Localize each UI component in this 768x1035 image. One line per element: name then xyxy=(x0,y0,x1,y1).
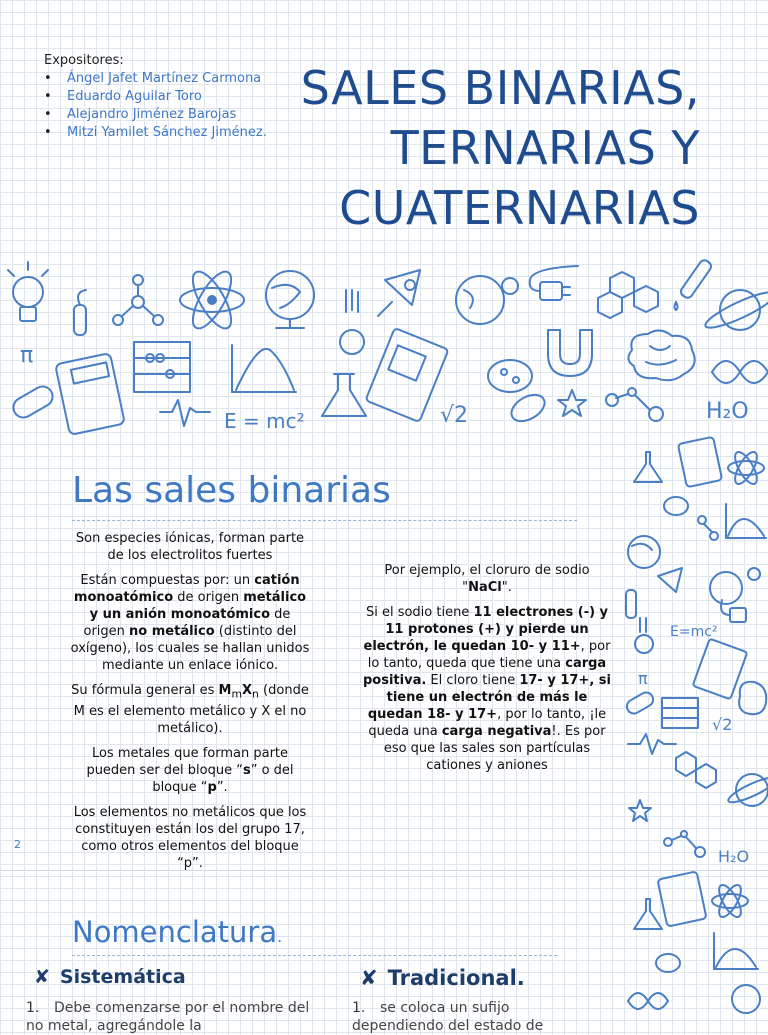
author-item: • Eduardo Aguilar Toro xyxy=(44,88,274,106)
globe-icon xyxy=(266,271,314,328)
science-doodle-sidebar xyxy=(618,440,768,870)
slide-heading xyxy=(72,915,282,949)
page-number: 2 xyxy=(14,838,21,851)
title-slide xyxy=(0,0,768,440)
author-item: • Mitzi Yamilet Sánchez Jiménez. xyxy=(44,124,274,142)
paragraph: Son especies iónicas, forman parte de los electrolitos fuertes xyxy=(75,531,305,563)
list-text: se coloca un sufijo dependiendo del estado de xyxy=(352,1000,544,1034)
list-text: Debe comenzarse por el nombre del no metal, agregándole la xyxy=(26,1000,310,1034)
abacus-icon xyxy=(662,698,698,728)
magnet-icon xyxy=(548,330,592,376)
planet-icon xyxy=(456,276,518,324)
atom-icon xyxy=(728,449,764,487)
text-run: , por lo tanto, queda que tiene una xyxy=(367,639,611,671)
author-item: • Ángel Jafet Martínez Carmona xyxy=(44,70,274,88)
square-root-label: √2 xyxy=(440,403,469,428)
bold-run: carga positiva. xyxy=(363,656,607,688)
paragraph xyxy=(70,682,310,737)
bold-run: carga negativa xyxy=(441,724,552,739)
hexagon-molecule-icon xyxy=(676,752,716,788)
list-item xyxy=(352,999,602,1035)
text-run: Los metales que forman parte pueden ser del bloque “ xyxy=(86,745,289,778)
systematic-list xyxy=(26,999,316,1035)
flask-icon xyxy=(322,374,366,416)
bold-run: no metálico xyxy=(129,624,215,639)
lightbulb-icon xyxy=(8,262,48,321)
bold-run: s xyxy=(242,762,251,778)
plug-icon xyxy=(530,266,578,300)
science-doodle-sidebar xyxy=(618,871,768,1025)
brain-icon xyxy=(628,330,694,380)
formula-symbol: M xyxy=(218,683,232,698)
calculator-icon xyxy=(678,437,722,488)
planet-icon xyxy=(702,287,768,334)
bell-curve-icon xyxy=(714,933,758,969)
text-run: (donde M es el elemento metálico y X el no metálico). xyxy=(73,683,309,736)
rocket-icon xyxy=(378,270,420,316)
star-icon xyxy=(629,800,651,821)
bold-run: 17- y 17+, si tiene un electrón de más le quedan 18- y 17+ xyxy=(367,673,611,722)
calculator-icon xyxy=(55,353,125,435)
traditional-list xyxy=(352,999,602,1035)
authors-label: Expositores: xyxy=(44,53,124,68)
bell-curve-icon xyxy=(726,504,766,538)
bacteria-icon xyxy=(488,360,549,427)
text-run: Su fórmula general es xyxy=(71,683,219,698)
brain-icon xyxy=(739,682,766,714)
heading-divider xyxy=(72,520,577,521)
formula-subscript: n xyxy=(252,687,259,701)
text-run: Están compuestas por: un xyxy=(80,573,255,588)
paragraph xyxy=(70,572,310,674)
dna-icon xyxy=(628,993,668,1009)
water-formula-label: H₂O xyxy=(718,847,750,866)
bell-curve-icon xyxy=(232,345,296,392)
nomenclature-slide xyxy=(0,870,768,1034)
atom-icon xyxy=(180,266,244,333)
dna-icon xyxy=(712,361,768,383)
list-number: 1. xyxy=(352,1000,366,1016)
text-run: ”. xyxy=(216,779,228,795)
formula-subscript: m xyxy=(231,687,243,701)
star-icon xyxy=(558,390,586,416)
text-run: El cloro tiene xyxy=(426,673,520,688)
title-line: SALES BINARIAS, xyxy=(300,61,700,115)
presentation-title xyxy=(240,58,700,238)
text-run: (distinto del oxígeno), los cuales se hallan unidos mediante un enlace iónico. xyxy=(70,624,310,673)
bacteria-icon xyxy=(664,497,688,515)
abacus-icon xyxy=(134,342,190,392)
planet-icon xyxy=(710,568,760,604)
text-run: !. Es por eso que las sales son partículas cationes y aniones xyxy=(383,724,606,773)
binary-salts-slide xyxy=(0,440,768,870)
hexagon-molecule-icon xyxy=(598,272,658,318)
atom-icon xyxy=(712,882,748,920)
heartbeat-icon xyxy=(628,734,676,754)
flask-icon xyxy=(634,452,662,482)
formula-symbol: X xyxy=(242,683,253,698)
bold-run: catión monoatómico xyxy=(73,573,300,605)
x-mark-icon: ✘ xyxy=(360,966,378,990)
apple-icon xyxy=(340,290,364,354)
formula-label: E = mc² xyxy=(224,409,305,433)
rocket-icon xyxy=(658,568,682,592)
calculator-icon xyxy=(657,871,706,926)
paragraph xyxy=(362,604,612,774)
planet-icon xyxy=(732,985,760,1013)
molecule-icon xyxy=(606,388,663,421)
bold-run: NaCl xyxy=(468,580,502,595)
heartbeat-icon xyxy=(160,400,210,426)
test-tube-icon xyxy=(74,290,86,335)
molecule-icon xyxy=(664,831,705,857)
molecule-icon xyxy=(113,275,163,325)
slide-heading: Las sales binarias xyxy=(72,470,391,511)
planet-icon xyxy=(726,774,768,807)
bold-run: metálico y un anión monoatómico xyxy=(89,590,307,622)
paragraph: Los elementos no metálicos que los constituyen están los del grupo 17, como otros elementos del bloque “p”. xyxy=(73,804,307,871)
text-run: de origen xyxy=(173,590,244,605)
title-line: CUATERNARIAS xyxy=(339,181,700,235)
water-formula-label: H₂O xyxy=(706,399,749,424)
bold-run: p xyxy=(207,779,217,795)
traditional-subheading xyxy=(360,966,525,990)
list-item xyxy=(26,999,316,1035)
book-icon xyxy=(366,328,449,422)
systematic-subheading xyxy=(34,966,186,988)
heading-text: Nomenclatura xyxy=(72,915,278,949)
bold-run: 11 electrones (-) y 11 protones (+) y pierde un electrón, le quedan 10- y 11+ xyxy=(363,605,609,654)
text-run: ” o del bloque “ xyxy=(152,762,294,795)
text-run: de origen xyxy=(83,607,291,639)
paragraph xyxy=(362,562,612,596)
molecule-icon xyxy=(698,516,718,540)
left-text-column xyxy=(70,530,310,870)
globe-icon xyxy=(628,536,660,568)
subheading-text: Tradicional. xyxy=(387,966,525,990)
test-tube-icon xyxy=(675,258,713,310)
flask-icon xyxy=(634,899,662,929)
text-run: Si el sodio tiene xyxy=(365,605,474,620)
pill-icon xyxy=(10,383,56,421)
right-text-column xyxy=(362,562,612,782)
pi-symbol: π xyxy=(20,343,34,368)
apple-icon xyxy=(635,618,653,653)
formula-label: E=mc² xyxy=(670,624,718,640)
text-run: Por ejemplo, el cloruro de sodio " xyxy=(384,563,590,595)
author-item: • Alejandro Jiménez Barojas xyxy=(44,106,274,124)
pi-symbol: π xyxy=(638,669,648,688)
bacteria-icon xyxy=(656,954,680,972)
subheading-text: Sistemática xyxy=(59,966,186,988)
pill-icon xyxy=(624,690,655,716)
heading-dot: . xyxy=(277,927,283,946)
heading-divider xyxy=(72,955,557,956)
text-run: ". xyxy=(501,580,512,595)
title-line: TERNARIAS Y xyxy=(390,121,700,175)
list-number: 1. xyxy=(26,1000,40,1016)
paragraph xyxy=(70,745,310,796)
test-tube-icon xyxy=(626,590,636,618)
science-doodle-banner xyxy=(0,250,768,440)
text-run: , por lo tanto, ¡le queda una xyxy=(368,707,607,739)
square-root-label: √2 xyxy=(712,715,733,734)
x-mark-icon: ✘ xyxy=(34,966,50,988)
